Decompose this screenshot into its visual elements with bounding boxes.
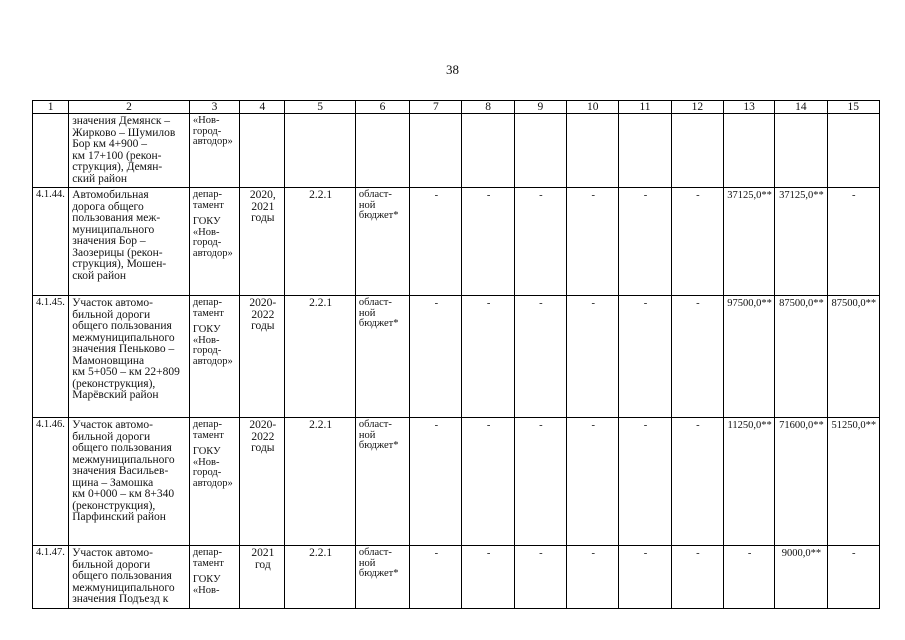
page-number: 38: [446, 62, 459, 77]
amount-cell-14: 37125,0**: [775, 188, 827, 296]
executor-dept-line: депар-: [192, 547, 222, 558]
years-cell-line: 2022: [251, 308, 275, 321]
amount-cell-8: [462, 114, 514, 188]
amount-cell-12: [671, 114, 723, 188]
executor-goku-line: автодор»: [192, 477, 233, 489]
executor-goku-line: «Нов-: [192, 115, 220, 126]
years-cell: [240, 188, 285, 296]
executor-goku-line: «Нов-: [192, 226, 220, 238]
object-name-cell-line: значения Бор –: [72, 235, 146, 247]
years-cell-line: годы: [251, 212, 275, 224]
object-name-cell-line: Марёвский район: [72, 389, 159, 401]
executor-goku-line: автодор»: [192, 247, 233, 259]
object-name-cell-line: межмуниципального: [72, 581, 175, 594]
years-cell: [240, 546, 285, 609]
object-name-cell-line: Заозерицы (рекон-: [72, 246, 163, 259]
years-cell-line: 2021: [251, 200, 275, 213]
header-cell-11: 11: [619, 101, 671, 114]
object-name-cell: [69, 188, 190, 296]
executor-cell: [189, 418, 239, 546]
object-name-cell-line: значения Пеньково –: [72, 343, 175, 355]
object-name-cell-line: струкция), Демян-: [72, 161, 163, 173]
item-number-cell: [33, 114, 69, 188]
object-name-cell-line: Участок автомо-: [72, 297, 153, 309]
executor-goku-line: «Нов-: [192, 584, 220, 596]
amount-cell-12: -: [671, 418, 723, 546]
object-name-cell-line: струкция), Мошен-: [72, 258, 167, 270]
item-number-cell: 4.1.46.: [33, 418, 69, 546]
amount-cell-11: -: [619, 296, 671, 418]
object-name-cell-line: значения Васильев-: [72, 465, 169, 477]
object-name-cell-line: км 0+000 – км 8+340: [72, 488, 175, 500]
executor-goku-line: город-: [192, 237, 222, 248]
amount-cell-11: -: [619, 188, 671, 296]
object-name-cell-line: значения Демянск –: [72, 115, 171, 127]
years-cell-line: 2020-: [249, 419, 277, 431]
amount-cell-7: -: [410, 296, 462, 418]
funding-source-cell-line: бюджет*: [358, 210, 399, 221]
header-cell-12: 12: [671, 101, 723, 114]
amount-cell-15: -: [827, 546, 879, 609]
executor-dept-line: тамент: [192, 429, 224, 441]
object-name-cell-line: (реконструкция),: [72, 499, 156, 512]
table-row: [33, 296, 880, 418]
table-row: [33, 188, 880, 296]
amount-cell-8: -: [462, 188, 514, 296]
funding-source-cell: [355, 114, 409, 188]
table-row: [33, 114, 880, 188]
table-row: [33, 418, 880, 546]
executor-goku-line: ГОКУ: [192, 446, 221, 457]
object-name-cell: [69, 418, 190, 546]
object-name-cell-line: бильной дороги: [72, 430, 151, 443]
object-name-cell-line: км 17+100 (рекон-: [72, 149, 162, 162]
amount-cell-10: [567, 114, 619, 188]
object-name-cell-line: (реконструкция),: [72, 377, 156, 390]
years-cell-line: год: [254, 558, 271, 571]
header-cell-8: 8: [462, 101, 514, 114]
object-name-cell-line: межмуниципального: [72, 453, 175, 466]
header-cell-3: 3: [189, 101, 239, 114]
executor-dept-line: депар-: [192, 297, 222, 308]
program-code-cell: [285, 114, 355, 188]
amount-cell-13: -: [723, 546, 774, 609]
amount-cell-9: -: [514, 296, 566, 418]
amount-cell-9: -: [514, 188, 566, 296]
amount-cell-7: -: [410, 418, 462, 546]
amount-cell-15: [827, 114, 879, 188]
object-name-cell-line: значения Подъезд к: [72, 593, 169, 605]
years-cell: [240, 296, 285, 418]
object-name-cell-line: Парфинский район: [72, 511, 166, 523]
amount-cell-15: 51250,0**: [827, 418, 879, 546]
amount-cell-14: [775, 114, 827, 188]
amount-cell-14: 71600,0**: [775, 418, 827, 546]
amount-cell-13: 97500,0**: [723, 296, 774, 418]
amount-cell-7: -: [410, 188, 462, 296]
executor-goku-line: автодор»: [192, 136, 233, 147]
amount-cell-11: -: [619, 546, 671, 609]
funding-source-cell-line: област-: [358, 547, 392, 558]
amount-cell-10: -: [567, 188, 619, 296]
funding-source-cell-line: област-: [358, 297, 392, 308]
executor-goku-line: «Нов-: [192, 334, 220, 346]
funding-source-cell-line: област-: [358, 189, 392, 200]
executor-goku-line: «Нов-: [192, 456, 220, 468]
object-name-cell-line: Жирково – Шумилов: [72, 126, 176, 139]
amount-cell-13: [723, 114, 774, 188]
amount-cell-14: 9000,0**: [775, 546, 827, 609]
header-cell-2: 2: [69, 101, 190, 114]
object-name-cell-line: щина – Замошка: [72, 476, 154, 489]
header-cell-13: 13: [723, 101, 774, 114]
header-cell-15: 15: [827, 101, 879, 114]
amount-cell-10: -: [567, 296, 619, 418]
years-cell: [240, 114, 285, 188]
budget-table: [32, 100, 880, 609]
item-number-cell: 4.1.47.: [33, 546, 69, 609]
amount-cell-12: -: [671, 546, 723, 609]
amount-cell-8: -: [462, 418, 514, 546]
executor-goku-line: ГОКУ: [192, 216, 221, 227]
amount-cell-14: 87500,0**: [775, 296, 827, 418]
table-row: [33, 546, 880, 609]
object-name-cell-line: пользования меж-: [72, 212, 161, 224]
amount-cell-12: -: [671, 188, 723, 296]
years-cell: [240, 418, 285, 546]
funding-source-cell: [355, 546, 409, 609]
years-cell-line: годы: [251, 320, 275, 332]
amount-cell-9: -: [514, 418, 566, 546]
funding-source-cell-line: бюджет*: [358, 568, 399, 579]
executor-dept-line: депар-: [192, 189, 222, 200]
object-name-cell-line: км 5+050 – км 22+809: [72, 366, 180, 378]
executor-goku-line: ГОКУ: [192, 574, 221, 585]
funding-source-cell-line: ной: [358, 199, 376, 211]
object-name-cell-line: муниципального: [72, 223, 155, 236]
header-cell-7: 7: [410, 101, 462, 114]
executor-cell: [189, 188, 239, 296]
executor-goku-line: ГОКУ: [192, 324, 221, 335]
table-header-row: [33, 101, 880, 114]
amount-cell-15: 87500,0**: [827, 296, 879, 418]
executor-dept-line: депар-: [192, 419, 222, 430]
object-name-cell-line: общего пользования: [72, 570, 172, 582]
executor-goku-line: город-: [192, 345, 222, 356]
object-name-cell-line: Бор км 4+900 –: [72, 138, 148, 150]
years-cell-line: 2022: [251, 430, 275, 443]
header-cell-4: 4: [240, 101, 285, 114]
object-name-cell-line: Автомобильная: [72, 189, 149, 201]
amount-cell-11: [619, 114, 671, 188]
years-cell-line: 2020-: [249, 297, 277, 309]
funding-source-cell: [355, 296, 409, 418]
funding-source-cell: [355, 188, 409, 296]
object-name-cell-line: общего пользования: [72, 320, 172, 332]
funding-source-cell-line: ной: [358, 557, 376, 569]
amount-cell-9: -: [514, 546, 566, 609]
object-name-cell: [69, 114, 190, 188]
executor-dept-line: тамент: [192, 307, 224, 319]
header-cell-10: 10: [567, 101, 619, 114]
item-number-cell: 4.1.44.: [33, 188, 69, 296]
header-cell-9: 9: [514, 101, 566, 114]
object-name-cell: [69, 296, 190, 418]
years-cell-line: 2020,: [249, 189, 276, 201]
object-name-cell-line: ской район: [72, 269, 127, 282]
funding-source-cell-line: ной: [358, 429, 376, 441]
executor-cell: [189, 546, 239, 609]
object-name-cell-line: ский район: [72, 172, 127, 185]
amount-cell-7: [410, 114, 462, 188]
object-name-cell-line: межмуниципального: [72, 331, 175, 344]
program-code-cell: 2.2.1: [285, 418, 355, 546]
object-name-cell-line: бильной дороги: [72, 558, 151, 571]
executor-goku-line: город-: [192, 467, 222, 478]
object-name-cell-line: дорога общего: [72, 200, 144, 213]
amount-cell-12: -: [671, 296, 723, 418]
header-cell-5: 5: [285, 101, 355, 114]
funding-source-cell-line: бюджет*: [358, 440, 399, 451]
header-cell-6: 6: [355, 101, 409, 114]
item-number-cell: 4.1.45.: [33, 296, 69, 418]
executor-goku-line: город-: [192, 125, 222, 137]
program-code-cell: 2.2.1: [285, 188, 355, 296]
funding-source-cell: [355, 418, 409, 546]
object-name-cell-line: Участок автомо-: [72, 547, 153, 559]
header-cell-14: 14: [775, 101, 827, 114]
header-cell-1: 1: [33, 101, 69, 114]
object-name-cell-line: бильной дороги: [72, 308, 151, 321]
executor-dept-line: тамент: [192, 199, 224, 211]
amount-cell-10: -: [567, 418, 619, 546]
amount-cell-9: [514, 114, 566, 188]
executor-cell: [189, 296, 239, 418]
years-cell-line: 2021: [251, 547, 275, 559]
funding-source-cell-line: област-: [358, 419, 392, 430]
years-cell-line: годы: [251, 442, 275, 454]
funding-source-cell-line: ной: [358, 307, 376, 319]
executor-cell: [189, 114, 239, 188]
amount-cell-13: 37125,0**: [723, 188, 774, 296]
program-code-cell: 2.2.1: [285, 546, 355, 609]
executor-goku-line: автодор»: [192, 355, 233, 367]
amount-cell-15: -: [827, 188, 879, 296]
amount-cell-13: 11250,0**: [723, 418, 774, 546]
amount-cell-8: -: [462, 546, 514, 609]
object-name-cell-line: общего пользования: [72, 442, 172, 454]
amount-cell-10: -: [567, 546, 619, 609]
executor-dept-line: тамент: [192, 557, 224, 569]
funding-source-cell-line: бюджет*: [358, 318, 399, 329]
program-code-cell: 2.2.1: [285, 296, 355, 418]
object-name-cell-line: Участок автомо-: [72, 419, 153, 431]
amount-cell-8: -: [462, 296, 514, 418]
amount-cell-7: -: [410, 546, 462, 609]
object-name-cell-line: Мамоновщина: [72, 354, 145, 367]
object-name-cell: [69, 546, 190, 609]
amount-cell-11: -: [619, 418, 671, 546]
